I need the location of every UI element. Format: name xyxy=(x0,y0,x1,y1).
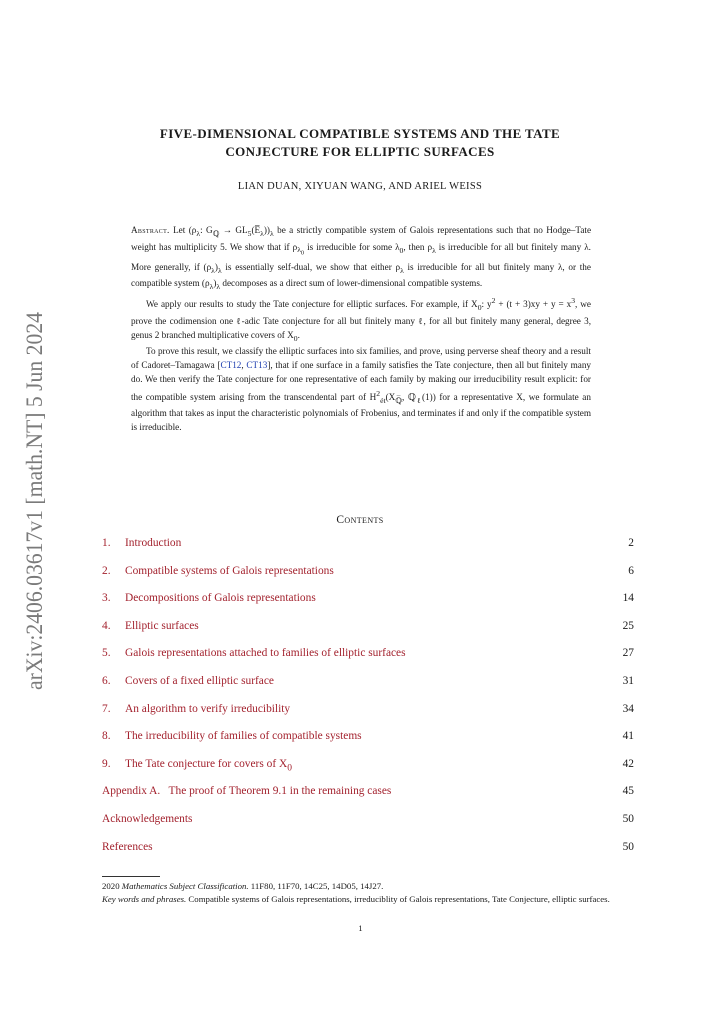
page-number: 1 xyxy=(358,923,363,933)
abstract-paragraph-2: We apply our results to study the Tate conjecture for elliptic surfaces. For example, if $X_0$: $y^2 + (t + 3)xy + y = x^3$, we prove the codimension one ℓ-adic Tate conjecture for all but finitely many ℓ, for all but finitely many general, degree 3, genus 2 branched multiplicative covers of $X_0$. xyxy=(131,296,591,343)
author-list: LIAN DUAN, XIYUAN WANG, AND ARIEL WEISS xyxy=(237,181,483,192)
citation-link[interactable]: CT12 xyxy=(220,359,242,370)
msc-footnote: 2020 Mathematics Subject Classification. 11F80, 11F70, 14C25, 14D05, 14J27. xyxy=(102,881,384,891)
contents-heading: Contents xyxy=(336,514,384,526)
abstract-paragraph-3: To prove this result, we classify the elliptic surfaces into six families, and prove, using perverse sheaf theory and a result of Cadoret–Tamagawa [CT12, CT13], that if one surface in a family satisfies the Tate conjecture, then all but finitely many do. We then verify the Tate conjecture for one representative of each family by making our irreducibility result explicit: for the compatible system arising from the transcendental part of $H^2_{ét}(X_{ℚ̅}$, ℚ$_\ell$(1)) for a representative X, we formulate an algorithm that takes as input the characteristic polynomials of Frobenius, and terminates if and only if the compatible system is irreducible. xyxy=(131,346,592,433)
toc-entry-compatible-systems[interactable]: 2. Compatible systems of Galois representations 6 xyxy=(102,564,634,577)
toc-entry-algorithm[interactable]: 7. An algorithm to verify irreducibility 34 xyxy=(102,702,634,715)
citation-link[interactable]: CT13 xyxy=(246,359,268,370)
toc-entry-irreducibility[interactable]: 8. The irreducibility of families of compatible systems 41 xyxy=(102,730,634,743)
toc-entry-galois-families[interactable]: 5. Galois representations attached to families of elliptic surfaces 27 xyxy=(102,647,634,660)
abstract-paragraph-1: Abstract. Let ($\rho_\lambda$: $G_ℚ$ → $GL_5(E̅_\lambda))_\lambda$ be a strictly compatible system of Galois representations such that no Hodge–Tate weight has multiplicity 5. We show that if $\rho_{\lambda_0}$ is irreducible for some $\lambda_0$, then $\rho_\lambda$ is irreducible for all but finitely many λ. More generally, if $(\rho_\lambda)_\lambda$ is essentially self-dual, we show that either $\rho_\lambda$ is irreducible for all but finitely many λ, or the compatible system $(\rho_\lambda)_\lambda$ decomposes as a direct sum of lower-dimensional compatible systems. xyxy=(131,225,592,292)
toc-entry-references[interactable]: References 50 xyxy=(102,840,634,853)
title-line-2: CONJECTURE FOR ELLIPTIC SURFACES xyxy=(225,144,495,159)
toc-entry-decompositions[interactable]: 3. Decompositions of Galois representations 14 xyxy=(102,592,634,605)
arxiv-stamp-text: arXiv:2406.03617v1 [math.NT] 5 Jun 2024 xyxy=(22,288,47,690)
footnote-rule xyxy=(102,876,160,877)
toc-entry-acknowledgements[interactable]: Acknowledgements 50 xyxy=(102,812,634,825)
toc-entry-elliptic-surfaces[interactable]: 4. Elliptic surfaces 25 xyxy=(102,619,634,632)
arxiv-stamp xyxy=(16,288,52,690)
toc-entry-introduction[interactable]: 1. Introduction 2 xyxy=(102,537,634,549)
toc-entry-appendix[interactable]: Appendix A. The proof of Theorem 9.1 in the remaining cases 45 xyxy=(102,785,634,798)
paper-title xyxy=(100,125,620,161)
table-of-contents xyxy=(102,537,634,868)
abstract-heading: Abstract. xyxy=(131,225,170,235)
footnotes xyxy=(88,880,634,905)
keywords-footnote: Key words and phrases. Compatible systems of Galois representations, irreduciblity of Galois representations, Tate Conjecture, elliptic surfaces. xyxy=(102,893,610,904)
abstract xyxy=(131,224,591,435)
toc-entry-covers[interactable]: 6. Covers of a fixed elliptic surface 31 xyxy=(102,674,634,687)
title-line-1: FIVE-DIMENSIONAL COMPATIBLE SYSTEMS AND THE TATE xyxy=(159,126,561,141)
toc-entry-tate-conjecture[interactable]: 9. The Tate conjecture for covers of $X_0$ 42 xyxy=(102,757,634,774)
